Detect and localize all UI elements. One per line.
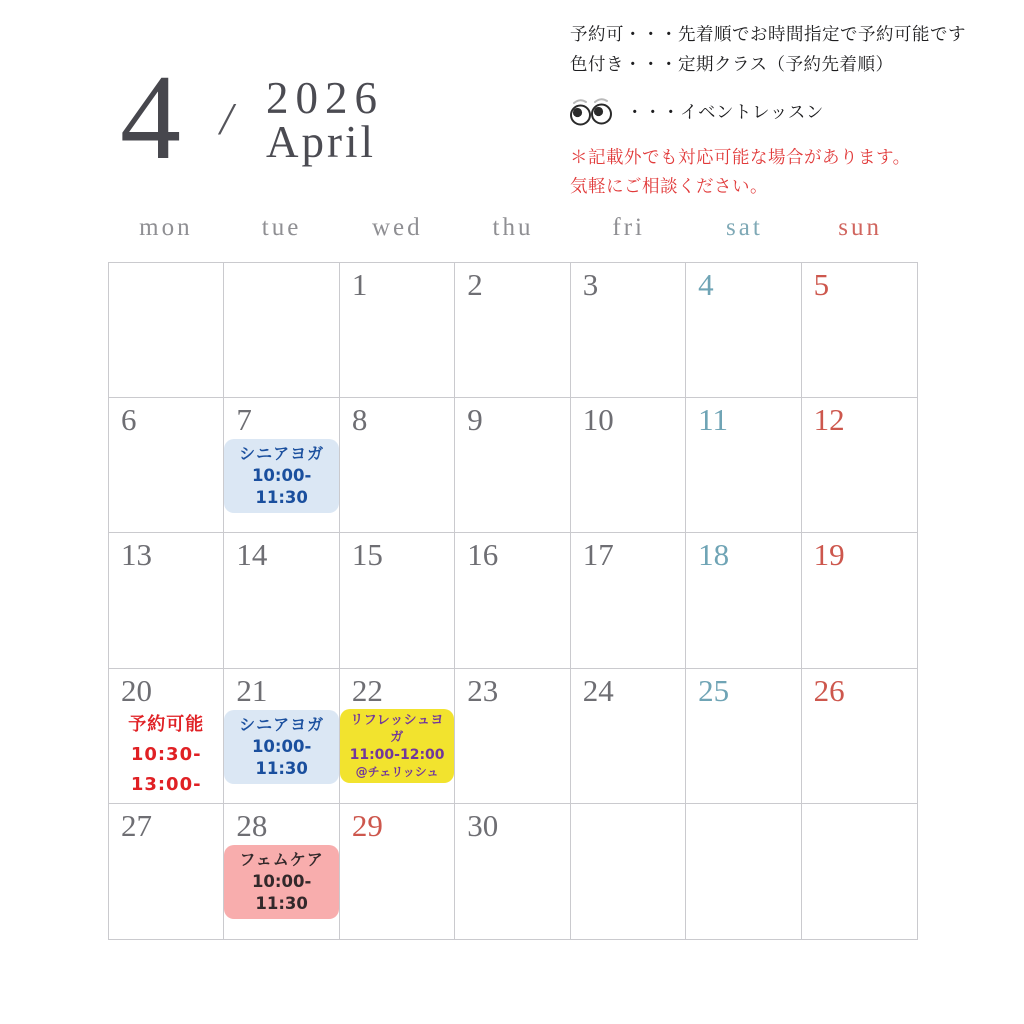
day-cell-12 (802, 398, 917, 533)
weekday-wed: wed (371, 214, 423, 241)
event-time: 10:30- (130, 743, 202, 765)
weekday-thu: thu (492, 214, 534, 241)
day-number: 12 (813, 402, 845, 438)
day-number: 9 (467, 402, 483, 438)
event-title: フェムケア (239, 849, 324, 869)
legend-reservable: 予約可・・・先着順でお時間指定で予約可能です (570, 25, 966, 45)
legend-note-line2: 気軽にご相談ください。 (570, 177, 768, 197)
event-time: 10:00-11:30 (251, 466, 312, 508)
day-number (224, 263, 338, 267)
day-cell-empty (686, 804, 801, 939)
day-cell-10 (571, 398, 686, 533)
day-number: 5 (813, 267, 830, 302)
legend-note (570, 144, 1010, 202)
legend-note-line1: ＊記載外でも対応可能な場合があります。 (570, 148, 911, 168)
day-cell-empty (109, 263, 224, 398)
day-cell-empty (571, 804, 686, 939)
day-number: 6 (121, 402, 137, 438)
day-number: 24 (582, 672, 614, 708)
event-title: 予約可能 (128, 713, 205, 735)
day-number (109, 263, 223, 267)
day-cell-16 (455, 533, 570, 668)
day-number: 25 (698, 672, 730, 708)
day-number: 14 (236, 537, 268, 573)
day-number: 28 (236, 807, 268, 843)
day-number: 10 (582, 402, 614, 438)
day-cell-empty (802, 804, 917, 939)
day-cell-6 (109, 398, 224, 533)
calendar-grid (108, 262, 918, 940)
day-cell-18 (686, 533, 801, 668)
event-title: シニアヨガ (239, 714, 325, 734)
event-time: 11:00-12:00 (349, 746, 445, 763)
day-cell-13 (109, 533, 224, 668)
weekday-mon: mon (139, 214, 193, 241)
day-cell-17 (571, 533, 686, 668)
day-number: 27 (121, 807, 152, 843)
eyes-icon (570, 97, 614, 129)
day-number: 13 (121, 537, 152, 573)
year-label: 2026 (266, 73, 384, 123)
day-number: 29 (351, 807, 383, 843)
legend (570, 20, 1010, 202)
day-number: 4 (698, 267, 714, 302)
day-cell-14 (224, 533, 339, 668)
day-number: 15 (351, 537, 383, 573)
day-number (571, 804, 685, 808)
day-number: 19 (813, 537, 845, 573)
day-cell-23 (455, 669, 570, 804)
day-cell-4 (686, 263, 801, 398)
day-cell-29 (340, 804, 455, 939)
event-place: @チェリッシュ (355, 764, 439, 779)
day-number: 26 (813, 672, 845, 708)
day-number: 21 (236, 672, 268, 708)
day-number: 23 (467, 672, 499, 708)
weekday-fri: fri (612, 214, 645, 241)
day-number: 7 (236, 402, 252, 438)
day-cell-5 (802, 263, 917, 398)
weekday-tue: tue (261, 214, 302, 241)
day-cell-empty (224, 263, 339, 398)
day-cell-27 (109, 804, 224, 939)
day-cell-7 (224, 398, 339, 533)
event-reservation-available-apr20 (109, 710, 223, 800)
day-cell-25 (686, 669, 801, 804)
day-number: 20 (121, 672, 152, 708)
day-number: 30 (467, 807, 499, 843)
event-title: シニアヨガ (239, 444, 325, 464)
day-number: 11 (698, 402, 728, 438)
month-number: 4 (120, 50, 181, 185)
event-time: 13:00- (130, 773, 202, 795)
day-number: 2 (467, 267, 483, 302)
event-senior-yoga-apr21 (224, 710, 338, 784)
day-number: 16 (467, 537, 499, 573)
month-name-label: April (266, 117, 376, 167)
day-cell-15 (340, 533, 455, 668)
day-number: 17 (582, 537, 614, 573)
weekday-sun: sun (838, 214, 882, 241)
weekday-header (108, 214, 918, 252)
event-senior-yoga-apr7 (224, 439, 338, 513)
title-separator: / (220, 93, 233, 144)
day-number: 22 (351, 672, 383, 708)
event-title: リフレッシュヨガ (350, 712, 444, 745)
event-time: 10:00-11:30 (251, 871, 312, 913)
day-number: 1 (351, 267, 368, 302)
day-number: 3 (582, 267, 599, 302)
day-cell-3 (571, 263, 686, 398)
day-cell-26 (802, 669, 917, 804)
event-refresh-yoga-apr22 (340, 709, 454, 783)
day-cell-22 (340, 669, 455, 804)
day-number (686, 804, 800, 808)
day-cell-21 (224, 669, 339, 804)
day-cell-19 (802, 533, 917, 668)
legend-event: ・・・イベントレッスン (626, 103, 824, 123)
event-femcare-apr28 (224, 845, 338, 919)
day-cell-11 (686, 398, 801, 533)
day-cell-30 (455, 804, 570, 939)
legend-colored: 色付き・・・定期クラス（予約先着順） (570, 55, 894, 75)
day-cell-1 (340, 263, 455, 398)
legend-event-row (570, 96, 1010, 130)
day-cell-28 (224, 804, 339, 939)
day-cell-2 (455, 263, 570, 398)
day-number (802, 804, 917, 808)
day-number: 8 (351, 402, 368, 438)
day-cell-24 (571, 669, 686, 804)
weekday-sat: sat (726, 214, 763, 241)
day-number: 18 (698, 537, 730, 573)
day-cell-20 (109, 669, 224, 804)
event-time: 10:00-11:30 (251, 736, 312, 778)
day-cell-9 (455, 398, 570, 533)
day-cell-8 (340, 398, 455, 533)
